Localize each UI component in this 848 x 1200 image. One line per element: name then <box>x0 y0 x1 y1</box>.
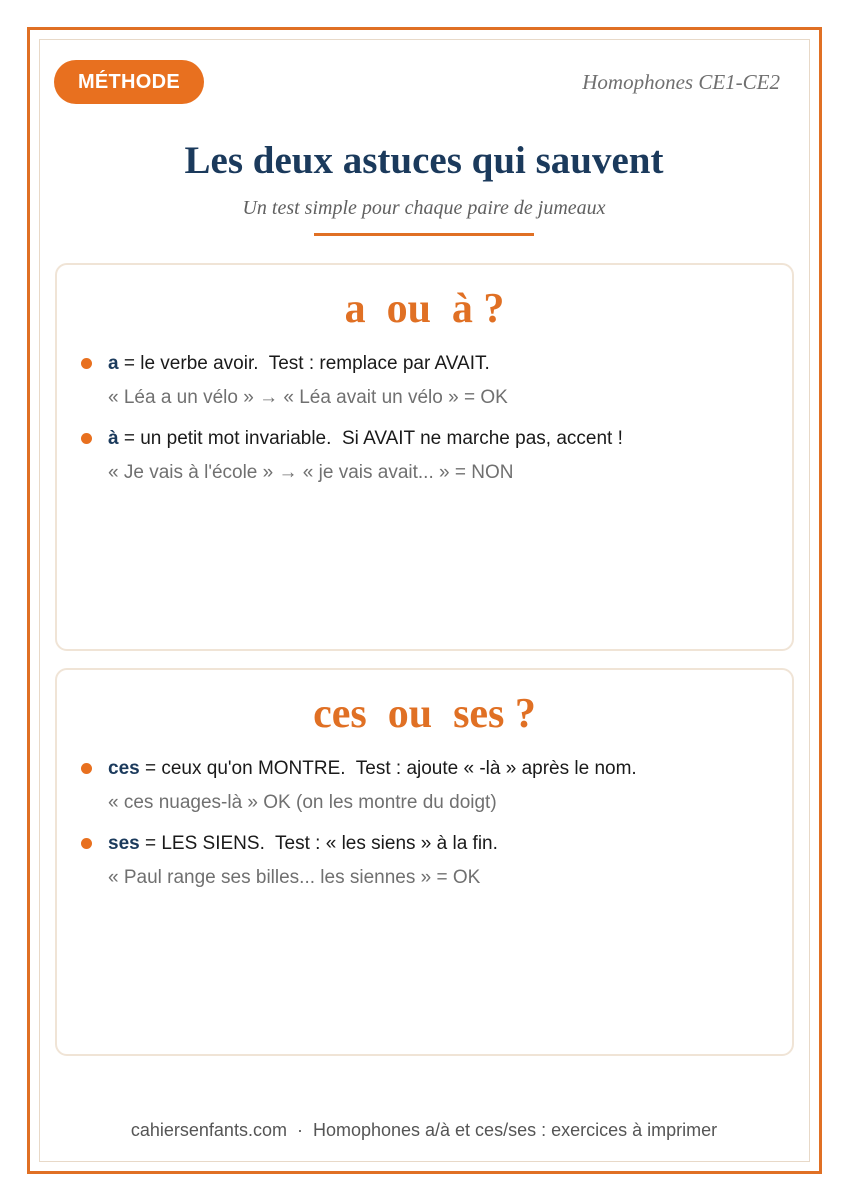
rule-text <box>108 428 623 450</box>
card-heading: a ou à ? <box>344 286 505 332</box>
bullet-dot-icon <box>81 838 92 849</box>
rule-keyword: ses <box>108 833 140 854</box>
page-title: Les deux astuces qui sauvent <box>184 139 664 182</box>
rule-example: « Léa a un vélo » → « Léa avait un vélo » = OK <box>108 387 508 408</box>
bullet-dot-icon <box>81 433 92 444</box>
rule-definition: = un petit mot invariable. Si AVAIT ne marche pas, accent ! <box>118 428 623 449</box>
rule-example: « Je vais à l'école » → « je vais avait... » = NON <box>108 462 514 483</box>
rule-keyword: a <box>108 353 119 374</box>
rule-keyword: ces <box>108 758 140 779</box>
rule-text <box>108 833 498 855</box>
rule-definition: = LES SIENS. Test : « les siens » à la fin. <box>139 833 498 854</box>
page-subtitle: Un test simple pour chaque paire de jumeaux <box>242 197 606 219</box>
bullet-dot-icon <box>81 763 92 774</box>
methode-badge: MÉTHODE <box>54 60 204 104</box>
title-underline <box>314 233 534 236</box>
card-a-ou-a <box>55 263 794 651</box>
rule-example: « Paul range ses billes... les siennes » = OK <box>108 867 481 888</box>
series-label: Homophones CE1-CE2 <box>582 70 780 94</box>
rule-text <box>108 758 637 780</box>
rule-definition: = le verbe avoir. Test : remplace par AVAIT. <box>118 353 490 374</box>
rule-keyword: à <box>108 428 119 449</box>
rule-definition: = ceux qu'on MONTRE. Test : ajoute « -là » après le nom. <box>139 758 637 779</box>
card-heading: ces ou ses ? <box>313 691 536 737</box>
card-ces-ou-ses <box>55 668 794 1056</box>
rule-text <box>108 353 490 375</box>
page-footer: cahiersenfants.com · Homophones a/à et ces/ses : exercices à imprimer <box>130 1120 718 1140</box>
rule-example: « ces nuages-là » OK (on les montre du doigt) <box>108 792 497 813</box>
bullet-dot-icon <box>81 358 92 369</box>
